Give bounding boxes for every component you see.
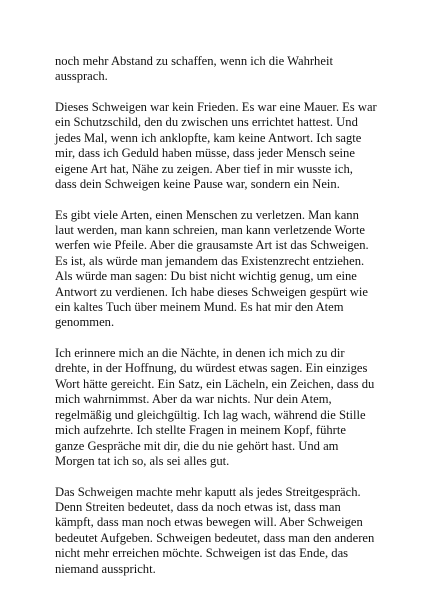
text-line: noch mehr Abstand zu schaffen, wenn ich die Wahrheit xyxy=(55,54,333,68)
text-line: ganze Gespräche mit dir, die du nie gehört hast. Und am xyxy=(55,438,339,453)
text-line: mich aufzehrte. Ich stellte Fragen in meinem Kopf, führte xyxy=(55,423,346,438)
text-line: aussprach. xyxy=(55,69,108,84)
text-line: drehte, in der Hoffnung, du würdest etwas sagen. Ein einziges xyxy=(55,361,368,376)
text-line: Das Schweigen machte mehr kaputt als jedes Streitgespräch. xyxy=(55,484,361,499)
text-line: Ich erinnere mich an die Nächte, in denen ich mich zu dir xyxy=(55,346,345,361)
text-line: kämpft, dass man noch etwas bewegen will. Aber Schweigen xyxy=(55,515,363,530)
text-line: mir, dass ich Geduld haben müsse, dass jeder Mensch seine xyxy=(55,146,355,161)
text-line: werfen wie Pfeile. Aber die grausamste Art ist das Schweigen. xyxy=(55,238,369,253)
text-line: Dieses Schweigen war kein Frieden. Es war eine Mauer. Es war xyxy=(55,100,377,114)
text-line: mich wahrnimmst. Aber da war nichts. Nur dein Atem, xyxy=(55,392,332,407)
paragraph-1 xyxy=(55,54,373,85)
text-line: laut werden, man kann schreien, man kann verletzende Worte xyxy=(55,223,365,238)
text-line: niemand ausspricht. xyxy=(55,561,156,576)
text-line: eigene Art hat, Nähe zu zeigen. Aber tief in mir wusste ich, xyxy=(55,161,353,176)
text-line: nicht mehr erreichen möchte. Schweigen ist das Ende, das xyxy=(55,546,349,561)
paragraph-3 xyxy=(55,208,373,331)
text-line: Als würde man sagen: Du bist nicht wichtig genug, um eine xyxy=(55,269,357,284)
text-line: regelmäßig und gleichgültig. Ich lag wach, während die Stille xyxy=(55,407,366,422)
text-line: bedeutet Aufgeben. Schweigen bedeutet, dass man den anderen xyxy=(55,530,375,545)
text-line: Morgen tat ich so, als sei alles gut. xyxy=(55,453,230,468)
text-line: genommen. xyxy=(55,315,115,330)
text-line: Wort hätte gereicht. Ein Satz, ein Lächeln, ein Zeichen, dass du xyxy=(55,376,375,391)
text-line: ein Schutzschild, den du zwischen uns errichtet hattest. Und xyxy=(55,115,358,130)
text-line: dass dein Schweigen keine Pause war, sondern ein Nein. xyxy=(55,177,340,192)
text-line: ein kaltes Tuch über meinem Mund. Es hat mir den Atem xyxy=(55,300,344,315)
paragraph-2 xyxy=(55,100,377,192)
paragraph-4 xyxy=(55,346,373,469)
text-line: Es gibt viele Arten, einen Menschen zu verletzen. Man kann xyxy=(55,207,359,222)
paragraph-5 xyxy=(55,485,373,577)
text-line: Es ist, als würde man jemandem das Existenzrecht entziehen. xyxy=(55,253,365,268)
text-line: jedes Mal, wenn ich anklopfte, kam keine Antwort. Ich sagte xyxy=(55,130,362,145)
body-text xyxy=(55,54,377,592)
text-line: Denn Streiten bedeutet, dass da noch etwas ist, dass man xyxy=(55,499,341,514)
text-line: Antwort zu verdienen. Ich habe dieses Schweigen gespürt wie xyxy=(55,284,368,299)
